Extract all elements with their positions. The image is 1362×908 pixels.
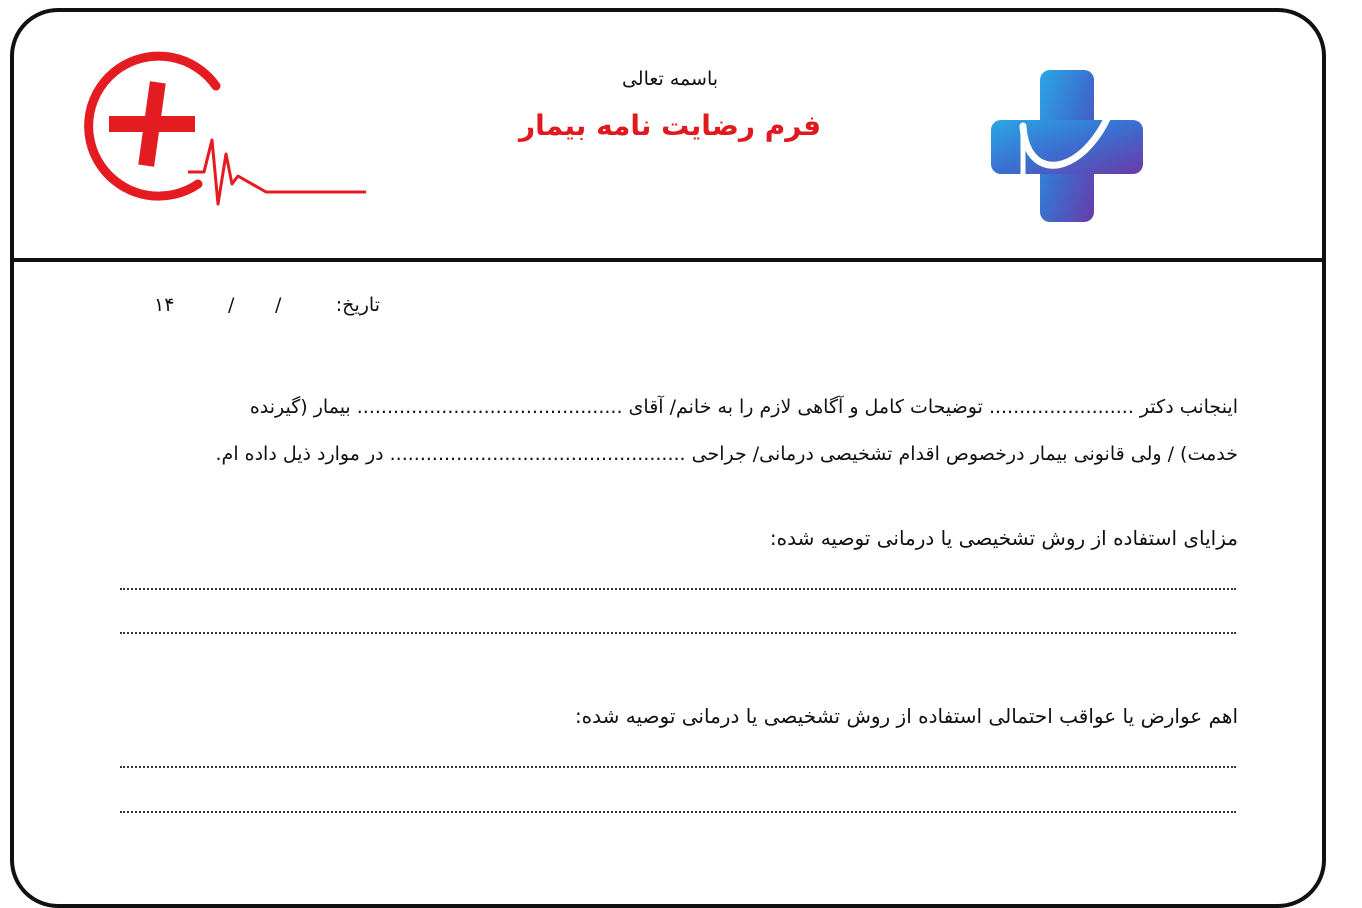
medical-cross-stethoscope-icon	[985, 66, 1147, 226]
risks-answer-line	[120, 766, 1236, 768]
risks-answer-line	[120, 811, 1236, 813]
date-row	[130, 294, 380, 326]
form-title: فرم رضایت نامه بیمار	[518, 109, 822, 142]
header-center	[470, 64, 870, 144]
date-separator: /	[275, 294, 282, 316]
benefits-answer-line	[120, 588, 1236, 590]
date-label: تاریخ:	[335, 294, 380, 316]
date-year: ۱۴	[154, 294, 175, 316]
consent-paragraph-line-2: خدمت) / ولی قانونی بیمار درخصوص اقدام تشخیصی درمانی/ جراحی ................................................. در موارد ذیل داده ام.	[215, 443, 1238, 465]
consent-paragraph-line-1: اینجانب دکتر ........................ توضیحات کامل و آگاهی لازم را به خانم/ آقای ............................................ بیمار (گیرنده	[249, 396, 1238, 418]
basmala-text: باسمه تعالی	[621, 68, 719, 90]
benefits-answer-line	[120, 632, 1236, 634]
benefits-title: مزایای استفاده از روش تشخیصی یا درمانی توصیه شده:	[769, 526, 1238, 550]
risks-title: اهم عوارض یا عواقب احتمالی استفاده از روش تشخیصی یا درمانی توصیه شده:	[574, 704, 1238, 728]
medical-cross-heartbeat-icon	[66, 44, 366, 229]
date-separator: /	[228, 294, 235, 316]
header-divider	[12, 258, 1324, 262]
